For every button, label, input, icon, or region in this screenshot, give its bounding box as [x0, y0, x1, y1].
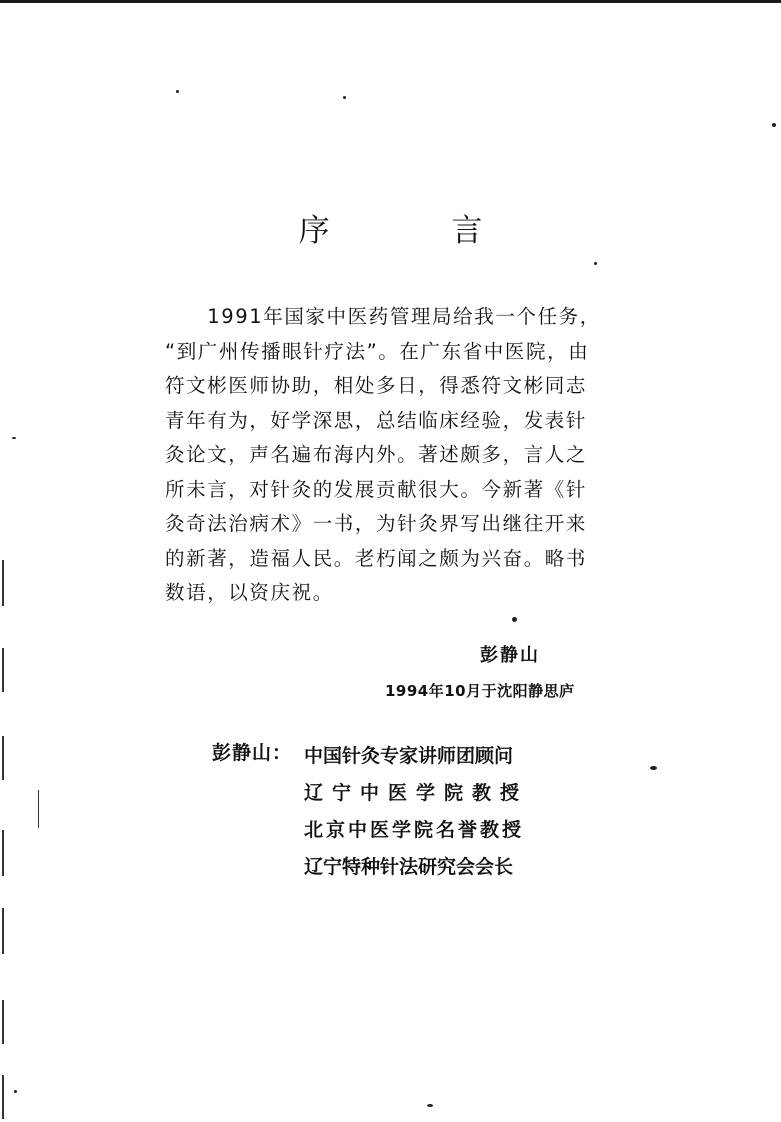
scan-edge-mark — [38, 790, 39, 828]
scan-speck — [772, 123, 776, 127]
preface-line: 青年有为，好学深思，总结临床经验，发表针 — [165, 408, 588, 432]
scan-edge-mark — [2, 736, 4, 780]
credentials-list — [304, 738, 528, 886]
preface-line: 数语，以资庆祝。 — [165, 581, 334, 604]
preface-line: 的新著，造福人民。老朽闻之颇为兴奋。略书 — [165, 546, 588, 570]
scan-edge-mark — [2, 830, 4, 876]
scan-edge-mark — [2, 1000, 4, 1044]
scan-speck — [176, 90, 179, 93]
scan-edge-mark — [2, 908, 4, 954]
credentials-name: 彭静山： — [212, 742, 293, 764]
page-title: 序 言 — [298, 213, 539, 249]
preface-line: 1991年国家中医药管理局给我一个任务， — [165, 305, 601, 328]
credential-item: 辽宁中医学院教授 — [304, 782, 529, 804]
scan-speck — [14, 1090, 17, 1093]
dateline: 1994年10月于沈阳静思庐 — [385, 682, 575, 700]
credential-item: 辽宁特种针法研究会会长 — [304, 856, 514, 878]
scan-speck — [650, 766, 657, 770]
page-top-rule — [0, 0, 781, 3]
scan-edge-mark — [2, 560, 4, 606]
scan-speck — [512, 617, 517, 622]
preface-line: 灸论文，声名遍布海内外。著述颇多，言人之 — [165, 443, 588, 466]
scan-edge-mark — [2, 1075, 4, 1119]
preface-line: “到广州传播眼针疗法”。在广东省中医院，由 — [165, 339, 590, 363]
scan-speck — [12, 437, 16, 439]
preface-line: 所未言，对针灸的发展贡献很大。今新著《针 — [165, 477, 588, 501]
scan-speck — [427, 1104, 433, 1107]
credential-item: 北京中医学院名誉教授 — [304, 819, 525, 841]
scan-speck — [343, 96, 346, 99]
preface-line: 灸奇法治病术》一书，为针灸界写出继往开来 — [165, 512, 588, 535]
scan-speck — [594, 262, 597, 265]
credential-item: 中国针灸专家讲师团顾问 — [304, 745, 514, 767]
preface-line: 符文彬医师协助，相处多日，得悉符文彬同志 — [165, 374, 588, 397]
author-signature: 彭静山 — [480, 645, 540, 666]
preface-body — [165, 300, 635, 611]
scan-edge-mark — [2, 648, 4, 692]
